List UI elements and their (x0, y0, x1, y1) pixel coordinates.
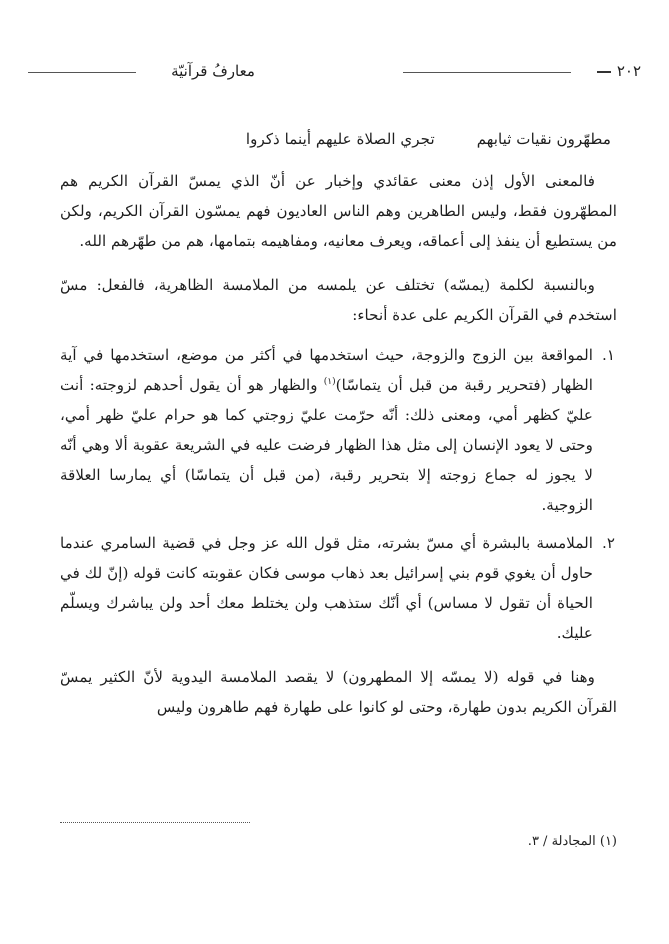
header-rule-left (28, 72, 136, 73)
main-text (60, 122, 617, 732)
paragraph: وهنا في قوله (لا يمسّه إلا المطهرون) لا يقصد الملامسة اليدوية لأنّ الكثير يمسّ القرآن الكريم بدون طهارة، وحتى لو كانوا على طهارة فهم طاهرون وليس (60, 668, 617, 716)
list-item-text-continued: والظهار هو أن يقول أحدهم لزوجته: أنت عليّ كظهر أمي، ومعنى ذلك: أنّه حرّمت عليّ زوجتي كما هو حرام عليّ ظهر أمي، وحتى لا يعود الإنسان إلى مثل هذا الظهار فرضت عليه في الشريعة عقوبة ألا وهي أنّه لا يجوز له جماع زوجته إلا بتحرير رقبة، (من قبل أن يتماسّا) أي يمارسا العلاقة الزوجية. (60, 376, 593, 514)
verse-first-hemistich: مطهّرون نقيات ثيابهم (476, 130, 611, 148)
list-item-text: الملامسة بالبشرة أي مسّ بشرته، مثل قول الله عز وجل في قضية السامري عندما حاول أن يغوي قوم بني إسرائيل بعد ذهاب موسى فكان عقوبته كانت قوله (إنّ لك في الحياة أن تقول لا مساس) أي أنّك ستذهب ولن يختلط معك أحد ولن يباشرك ويسلّم عليك. (60, 534, 593, 642)
numbered-list (60, 340, 617, 648)
running-header (28, 60, 641, 84)
list-marker: ٢. (602, 534, 615, 552)
verse-second-hemistich: تجري الصلاة عليهم أينما ذكروا (245, 130, 435, 148)
paragraph: وبالنسبة لكلمة (يمسّه) تختلف عن يلمسه من الملامسة الظاهرية، فالفعل: مسّ استخدم في القرآن الكريم على عدة أنحاء: (60, 276, 617, 324)
poem-verse (60, 124, 617, 154)
list-item (60, 340, 617, 520)
footnote-reference: (١) (323, 376, 336, 387)
list-item-text: المواقعة بين الزوج والزوجة، حيث استخدمها في أكثر من موضع، استخدمها في آية الظهار (فتحرير رقبة من قبل أن يتماسّا) (60, 346, 593, 394)
page-number-dash (597, 71, 611, 73)
book-title: معارفُ قرآنيّة (171, 62, 255, 80)
header-rule-right (403, 72, 571, 73)
footnote-separator (60, 822, 250, 823)
page-number: ٢٠٢ (597, 60, 641, 82)
list-marker: ١. (602, 346, 615, 364)
footnote: (١) المجادلة / ٣. (527, 834, 617, 849)
paragraph: فالمعنى الأول إذن معنى عقائدي وإخبار عن أنّ الذي يمسّ القرآن الكريم هم المطهّرون فقط، وليس الطاهرين وهم الناس العاديون فهم يمسّون القرآن الكريم، ولكن من يستطيع أن ينفذ إلى أعماقه، ويعرف معانيه، ومفاهيمه بتمامها، هم من طهّرهم الله. (60, 172, 617, 250)
list-item (60, 528, 617, 648)
